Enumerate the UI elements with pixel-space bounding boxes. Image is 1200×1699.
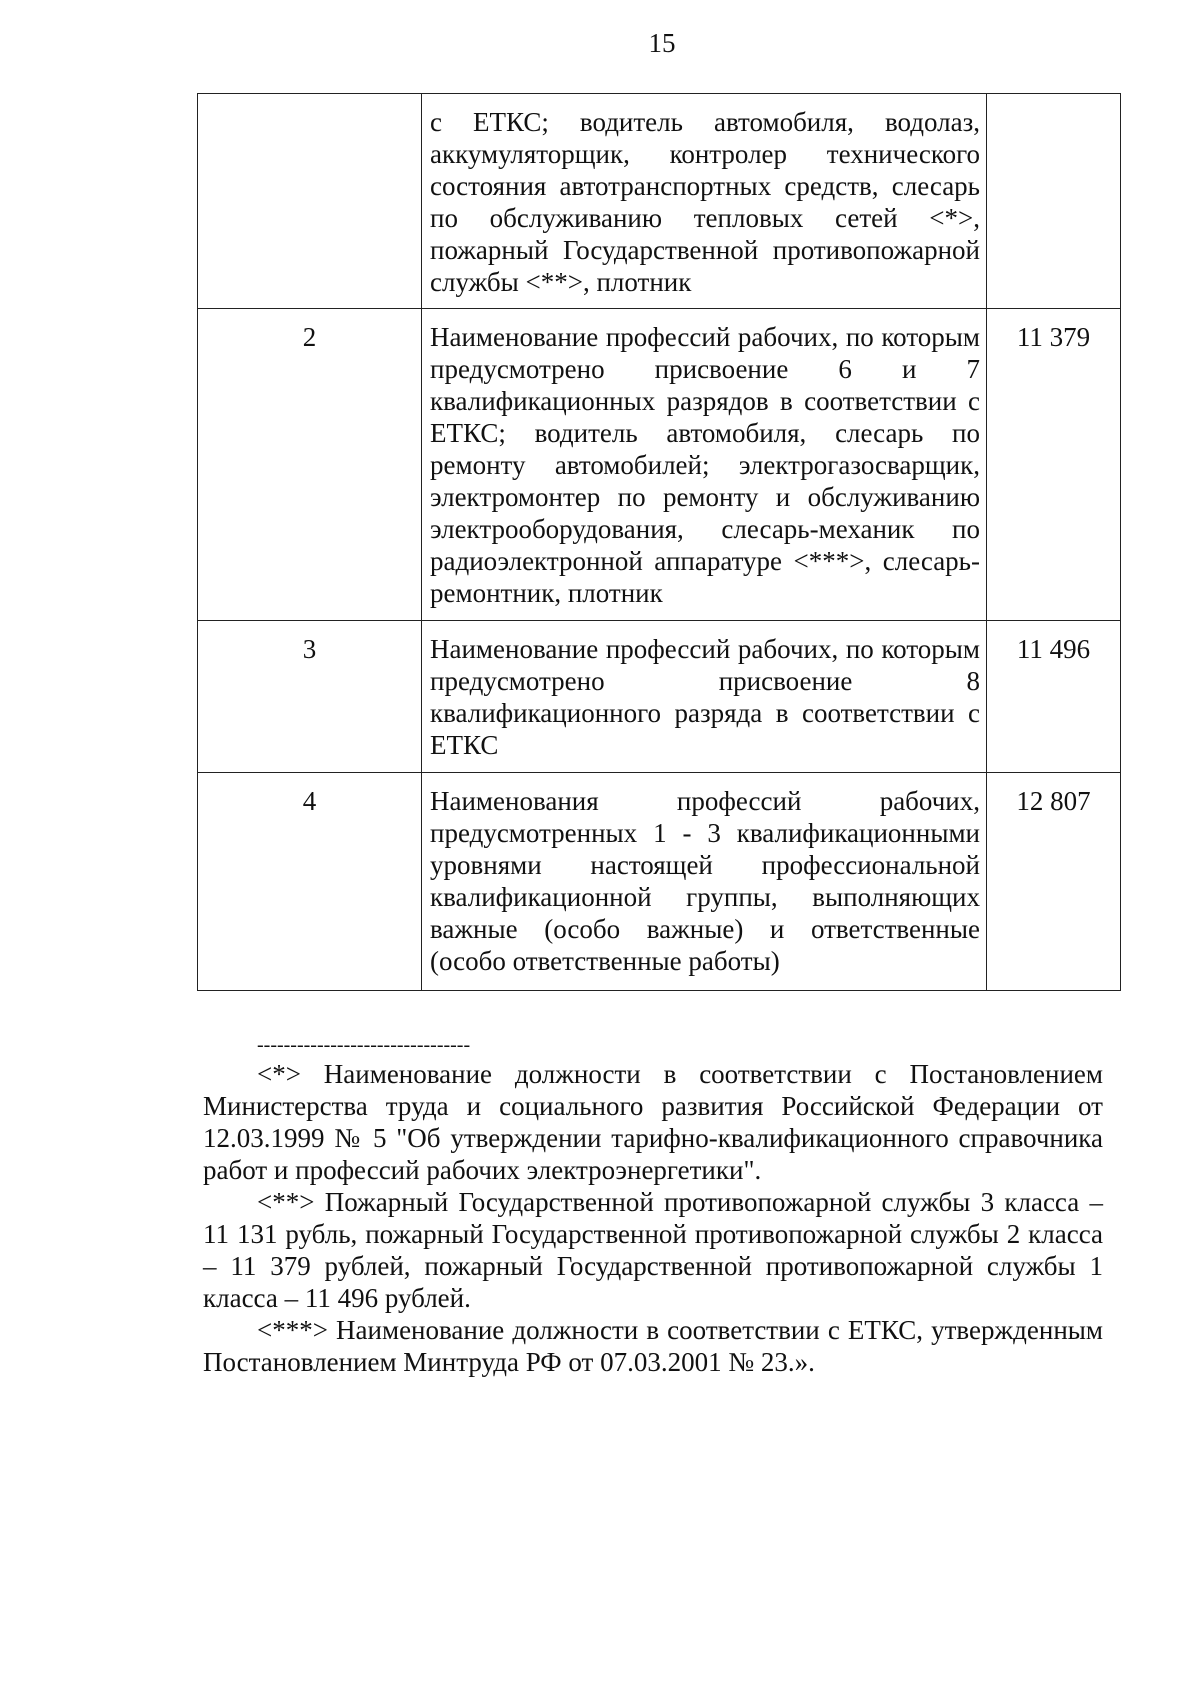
table-row (198, 94, 1121, 309)
row-description-cell (422, 773, 987, 991)
table-row (198, 309, 1121, 621)
footnote-2: <**> Пожарный Государственной противопожарной службы 3 класса – 11 131 рубль, пожарный Государственной противопожарной службы 2 класса – 11 379 рублей, пожарный Государственной противопожарной службы 1 класса – 11 496 рублей. (203, 1187, 1103, 1313)
row-description: Наименование профессий рабочих, по которым предусмотрено присвоение 6 и 7 квалификационных разрядов в соответствии с ЕТКС; водитель автомобиля, слесарь по ремонту автомобилей; электрогазосварщик, электромонтер по ремонту и обслуживанию электрооборудования, слесарь-механик по радиоэлектронной аппаратуре <***>, слесарь-ремонтник, плотник (430, 322, 980, 608)
row-value-cell (987, 94, 1121, 309)
row-value-cell: 11 496 (987, 621, 1121, 773)
row-number-cell: 4 (198, 773, 422, 991)
salary-table (197, 93, 1121, 991)
row-description: Наименования профессий рабочих, предусмотренных 1 - 3 квалификационными уровнями настоящей профессиональной квалификационной группы, выполняющих важные (особо важные) и ответственные (особо ответственные работы) (430, 786, 980, 976)
footnotes (203, 1058, 1103, 1378)
table-row (198, 621, 1121, 773)
row-description: Наименование профессий рабочих, по которым предусмотрено присвоение 8 квалификационного разряда в соответствии с ЕТКС (430, 634, 980, 760)
row-description: с ЕТКС; водитель автомобиля, водолаз, аккумуляторщик, контролер технического состояния автотранспортных средств, слесарь по обслуживанию тепловых сетей <*>, пожарный Государственной противопожарной службы <**>, плотник (430, 107, 980, 297)
row-number-cell (198, 94, 422, 309)
page-number: 15 (648, 28, 676, 58)
table-row (198, 773, 1121, 991)
row-description-cell (422, 621, 987, 773)
row-value-cell: 11 379 (987, 309, 1121, 621)
row-description-cell (422, 309, 987, 621)
footnote-1: <*> Наименование должности в соответствии с Постановлением Министерства труда и социального развития Российской Федерации от 12.03.1999 № 5 "Об утверждении тарифно-квалификационного справочника работ и профессий рабочих электроэнергетики". (203, 1059, 1103, 1185)
row-value-cell: 12 807 (987, 773, 1121, 991)
row-description-cell (422, 94, 987, 309)
footnote-separator: -------------------------------- (257, 1034, 471, 1056)
row-number-cell: 3 (198, 621, 422, 773)
footnote-3: <***> Наименование должности в соответствии с ЕТКС, утвержденным Постановлением Минтруда РФ от 07.03.2001 № 23.». (203, 1315, 1103, 1377)
row-number-cell: 2 (198, 309, 422, 621)
